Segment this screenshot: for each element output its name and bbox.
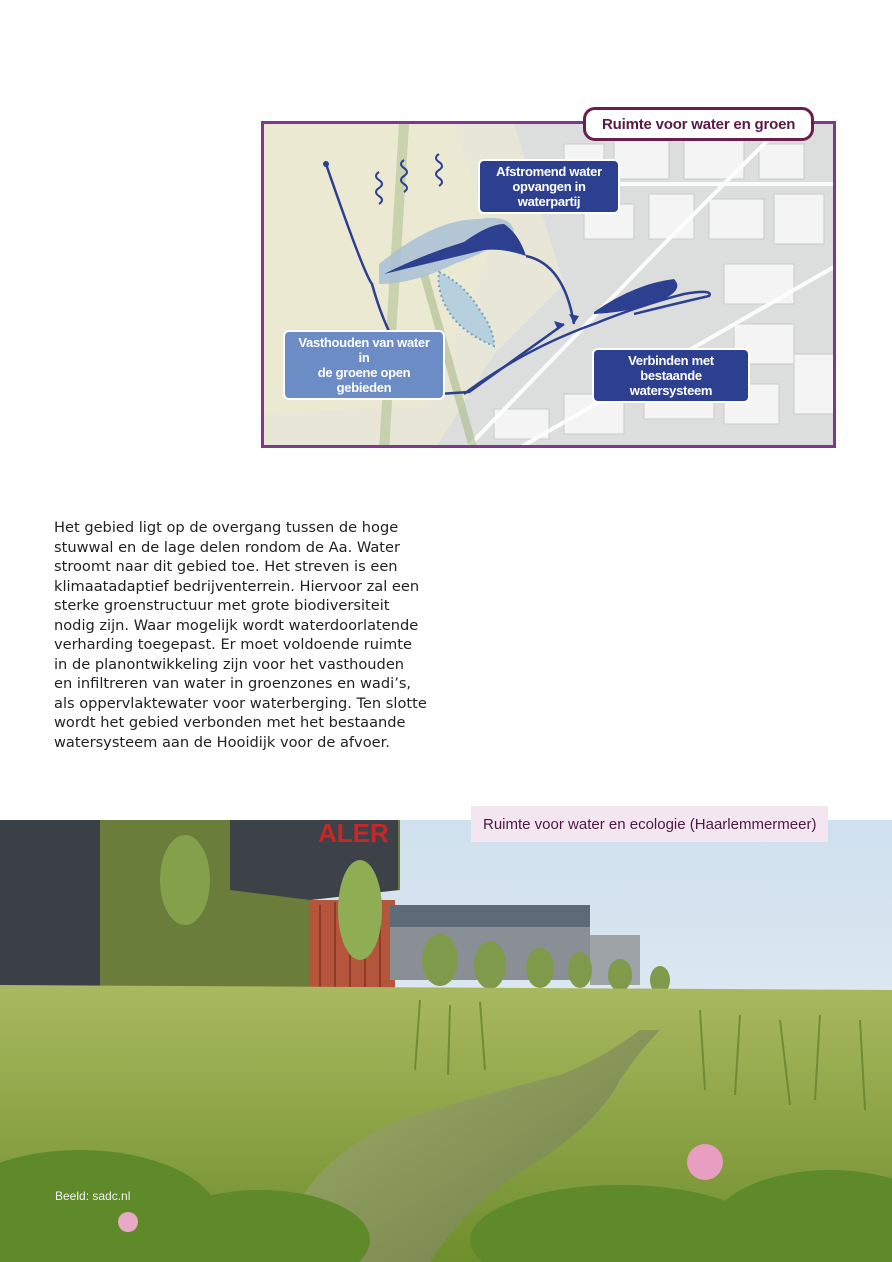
body-line: stroomt naar dit gebied toe. Het streven is een [54,558,398,575]
map-label-afstromend [478,159,620,214]
map-label-line: watersysteem [629,383,713,398]
map-label-verbinden [592,348,750,403]
map-title: Ruimte voor water en groen [583,107,814,141]
body-line: stuwwal en de lage delen rondom de Aa. Water [54,538,401,556]
photo-credit: Beeld: sadc.nl [55,1189,131,1203]
body-line: sterke groenstructuur met grote biodiversiteit [54,597,390,614]
body-line: Het gebied ligt op de overgang tussen de hoge [54,519,399,536]
map-label-line: Verbinden met bestaande [628,353,714,383]
body-paragraph [54,518,434,752]
body-line: verharding toegepast. Er moet voldoende ruimte [54,636,412,653]
svg-text:ALER: ALER [318,820,389,848]
map-label-vasthouden [283,330,445,400]
map-label-line: de groene open gebieden [317,365,411,395]
body-line: wordt het gebied verbonden met het bestaande [54,714,406,731]
photo-water-ecology [0,820,892,1262]
map-label-line: Vasthouden van water in [298,335,430,365]
body-line: als oppervlaktewater voor waterberging. Ten slotte [54,694,427,712]
body-line: watersysteem aan de Hooidijk voor de afvoer. [54,733,390,751]
body-line: nodig zijn. Waar mogelijk wordt waterdoorlatende [54,616,419,634]
body-line: klimaatadaptief bedrijventerrein. Hiervoor zal een [54,577,420,595]
photo-caption: Ruimte voor water en ecologie (Haarlemmermeer) [471,806,828,842]
photo-illustration [0,820,892,1262]
body-line: in de planontwikkeling zijn voor het vasthouden [54,655,405,673]
map-label-line: opvangen in waterpartij [512,179,586,209]
body-line: en infiltreren van water in groenzones en wadi’s, [54,675,412,692]
map-label-line: Afstromend water [496,164,602,179]
